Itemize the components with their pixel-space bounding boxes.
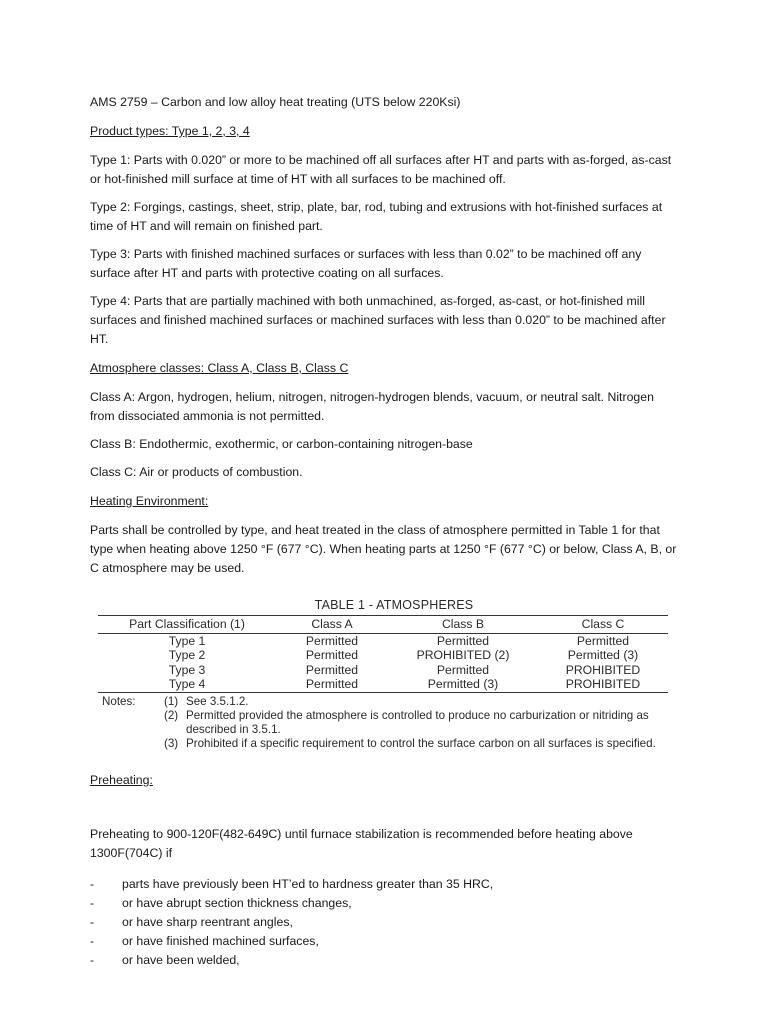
bullet-marker: - [90, 934, 95, 949]
preheating-heading: Preheating: [90, 773, 153, 788]
list-item [90, 894, 680, 913]
heating-environment-heading: Heating Environment: [90, 494, 209, 508]
document-body [90, 93, 680, 578]
table-cell: Type 2 [168, 648, 206, 662]
list-item [90, 951, 680, 970]
list-item [90, 913, 680, 932]
table-cell: Permitted [305, 633, 359, 648]
table-cell: Permitted [436, 633, 490, 648]
table-cell: Type 1 [168, 633, 206, 648]
table-cell: Permitted [305, 648, 359, 662]
table-row [98, 663, 668, 678]
table-notes [98, 695, 670, 751]
column-header: Class B [442, 617, 484, 631]
table-cell: Permitted [436, 662, 490, 677]
table-row [98, 633, 668, 648]
bullet-marker: - [90, 896, 95, 911]
class-b-paragraph: Class B: Endothermic, exothermic, or carbon-containing nitrogen-base [90, 437, 473, 451]
table-note [98, 709, 670, 737]
document-title: AMS 2759 – Carbon and low alloy heat treating (UTS below 220Ksi) [90, 95, 461, 109]
table-title: TABLE 1 - ATMOSPHERES [314, 598, 474, 612]
class-a-paragraph: Class A: Argon, hydrogen, helium, nitrogen, nitrogen-hydrogen blends, vacuum, or neutral salt. Nitrogen from dissociated ammonia is not permitted. [90, 390, 654, 423]
bullet-marker: - [90, 915, 95, 930]
table-cell: Type 4 [168, 677, 206, 691]
atmospheres-table [98, 615, 668, 693]
product-types-heading: Product types: Type 1, 2, 3, 4 [90, 124, 250, 138]
table-row [98, 677, 668, 692]
preheating-section [90, 759, 680, 970]
note-number: (2) [164, 708, 179, 722]
table-note [98, 737, 670, 751]
table-cell: Permitted [576, 633, 630, 648]
note-number: (3) [164, 736, 179, 750]
list-item-text: or have finished machined surfaces, [122, 934, 319, 949]
heating-environment-paragraph: Parts shall be controlled by type, and heat treated in the class of atmosphere permitted in Table 1 for that type when heating above 1250 °F (677 °C). When heating parts at 1250 °F (677 °C) or below, Class A, B, or C atmosphere may be used. [90, 523, 677, 575]
note-text: Prohibited if a specific requirement to control the surface carbon on all surfaces is specified. [186, 736, 656, 750]
table-note [98, 695, 670, 709]
type-3-paragraph: Type 3: Parts with finished machined surfaces or surfaces with less than 0.02” to be machined off any surface after HT and parts with protective coating on all surfaces. [90, 247, 642, 280]
bullet-marker: - [90, 953, 95, 968]
table-cell: Permitted [305, 677, 359, 691]
type-2-paragraph: Type 2: Forgings, castings, sheet, strip, plate, bar, rod, tubing and extrusions with hot-finished surfaces at time of HT and will remain on finished part. [90, 200, 663, 233]
type-1-paragraph: Type 1: Parts with 0.020” or more to be machined off all surfaces after HT and parts with as-forged, as-cast or hot-finished mill surface at time of HT with all surfaces to be machined off. [90, 153, 672, 186]
table-cell: PROHIBITED (2) [416, 648, 510, 662]
note-text: Permitted provided the atmosphere is controlled to produce no carburization or nitriding as described in 3.5.1. [186, 708, 649, 736]
table-cell: Permitted [305, 662, 359, 677]
atmospheres-table-figure [98, 597, 670, 751]
atmosphere-classes-heading: Atmosphere classes: Class A, Class B, Class C [90, 361, 349, 375]
column-header: Class A [311, 617, 353, 631]
list-item-text: parts have previously been HT’ed to hardness greater than 35 HRC, [122, 877, 494, 892]
list-item-text: or have abrupt section thickness changes, [122, 896, 352, 911]
list-item [90, 932, 680, 951]
table-cell: PROHIBITED [565, 662, 641, 677]
preheating-conditions-list [90, 875, 680, 970]
table-cell: PROHIBITED [565, 677, 641, 691]
list-item-text: or have been welded, [122, 953, 240, 968]
table-cell: Type 3 [168, 662, 206, 677]
class-c-paragraph: Class C: Air or products of combustion. [90, 465, 303, 479]
table-cell: Permitted (3) [567, 648, 639, 662]
preheating-intro: Preheating to 900-120F(482-649C) until furnace stabilization is recommended before heating above 1300F(704C) if [90, 826, 633, 860]
bullet-marker: - [90, 877, 95, 892]
table-header-row [98, 616, 668, 634]
table-cell: Permitted (3) [427, 677, 499, 691]
column-header: Part Classification (1) [129, 617, 245, 631]
list-item [90, 875, 680, 894]
column-header: Class C [581, 617, 625, 631]
note-number: (1) [164, 694, 179, 708]
table-row [98, 648, 668, 663]
notes-label: Notes: [102, 694, 136, 708]
note-text: See 3.5.1.2. [186, 694, 249, 708]
type-4-paragraph: Type 4: Parts that are partially machined with both unmachined, as-forged, as-cast, or hot-finished mill surfaces and finished machined surfaces or machined surfaces with less than 0.020” to be machined after HT. [90, 294, 666, 346]
list-item-text: or have sharp reentrant angles, [122, 915, 293, 930]
